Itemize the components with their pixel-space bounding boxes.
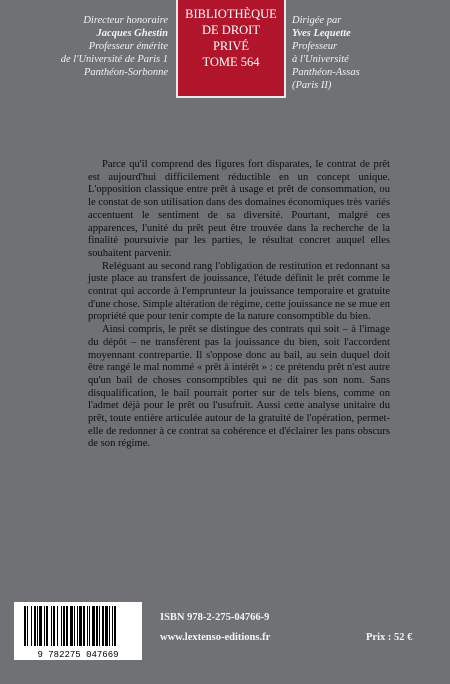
barcode-bar — [99, 606, 100, 646]
back-cover-summary — [88, 159, 390, 451]
barcode-bar — [89, 606, 90, 646]
series-line-3: PRIVÉ — [212, 39, 250, 53]
isbn: ISBN 978-2-275-04766-9 — [160, 612, 270, 623]
barcode-bar — [74, 606, 75, 646]
barcode-bar — [51, 606, 52, 646]
barcode-bar — [39, 606, 42, 646]
barcode-bar — [57, 606, 58, 646]
barcode-bar — [77, 606, 78, 646]
barcode-bar — [63, 606, 65, 646]
honorary-director-university: de l'Université de Paris 1 — [60, 54, 168, 65]
summary-paragraph-1: Parce qu'il comprend des figures fort disparates, le contrat de prêt est aujourd'hui difficilement réductible en un concept unique. L'opposition classique entre prêt à usage et prêt de consommation, ou le constat de son utilisation dans des domaines économiques très variés accentuent le sentiment de sa diversité. Pourtant, malgré ces apparences, l'unité du prêt peut être trouvée dans la recherche de la finalité poursuivie par les parties, le résultat concret auquel elles souhaitent parvenir. — [88, 159, 390, 259]
barcode-bar — [34, 606, 36, 646]
barcode-bar — [31, 606, 32, 646]
honorary-director-role: Directeur honoraire — [83, 15, 168, 26]
series-director-name: Yves Lequette — [292, 28, 351, 39]
barcode-bar — [24, 606, 26, 646]
honorary-director-title: Professeur émérite — [88, 41, 168, 52]
barcode-bar — [37, 606, 38, 646]
publisher-website[interactable]: www.lextenso-editions.fr — [160, 632, 271, 643]
honorary-director-campus: Panthéon-Sorbonne — [84, 67, 168, 78]
barcode-bar — [87, 606, 88, 646]
barcode-bars — [14, 602, 142, 648]
barcode-bar — [53, 606, 55, 646]
barcode — [14, 602, 142, 660]
series-volume: TOME 564 — [202, 55, 260, 69]
barcode-bar — [27, 606, 28, 646]
barcode-bar — [66, 606, 68, 646]
series-box — [176, 0, 286, 98]
barcode-bar — [102, 606, 104, 646]
barcode-bar — [92, 606, 95, 646]
barcode-bar — [83, 606, 85, 646]
barcode-bar — [61, 606, 62, 646]
barcode-bar — [44, 606, 45, 646]
series-director-block — [292, 14, 432, 92]
summary-paragraph-2: Reléguant au second rang l'obligation de restitution et redonnant sa juste place au transfert de jouissance, l'étude définit le prêt comme le contrat qui accorde à l'emprunteur la jouissance temporaire et gratuite d'une chose. Simple altération de régime, cette jouissance ne se mue en propriété que pour tenir compte de la nature consomptible du bien. — [88, 260, 390, 323]
barcode-bar — [114, 606, 116, 646]
barcode-bar — [109, 606, 110, 646]
series-director-role: Dirigée par — [292, 15, 342, 26]
honorary-director-block — [38, 14, 168, 79]
price: Prix : 52 € — [366, 632, 413, 643]
series-director-university: à l'Université — [292, 54, 349, 65]
series-director-title: Professeur — [292, 41, 338, 52]
barcode-bar — [46, 606, 48, 646]
honorary-director-name: Jacques Ghestin — [96, 28, 168, 39]
series-line-2: DE DROIT — [202, 23, 260, 37]
summary-paragraph-3: Ainsi compris, le prêt se distingue des contrats qui soit – à l'image du dépôt – ne transfèrent pas la jouissance du bien, soit l'accordent moyennant contrepartie. Il s'oppose donc au bail, au sein duquel doit être rangé le mal nommé « prêt à intérêt » : ce prétendu prêt n'est autre qu'un bail de choses consomptibles qui ne dit pas son nom. Sans disqualification, le bail pourrait porter sur de tels biens, comme on l'admet déjà pour le prêt ou l'usufruit. Aussi cette analyse unitaire du prêt, toute entière articulée autour de la gratuité de l'opération, permet-elle de redonner à ce contrat sa cohérence et d'éclairer les pans obscurs de son régime. — [88, 324, 390, 450]
barcode-bar — [112, 606, 113, 646]
barcode-digits: 9 782275 047669 — [37, 650, 119, 660]
barcode-bar — [105, 606, 108, 646]
barcode-bar — [70, 606, 73, 646]
series-director-city: (Paris II) — [292, 80, 332, 91]
barcode-bar — [79, 606, 82, 646]
barcode-bar — [96, 606, 98, 646]
series-director-campus: Panthéon-Assas — [292, 67, 360, 78]
series-line-1: BIBLIOTHÈQUE — [185, 7, 277, 21]
